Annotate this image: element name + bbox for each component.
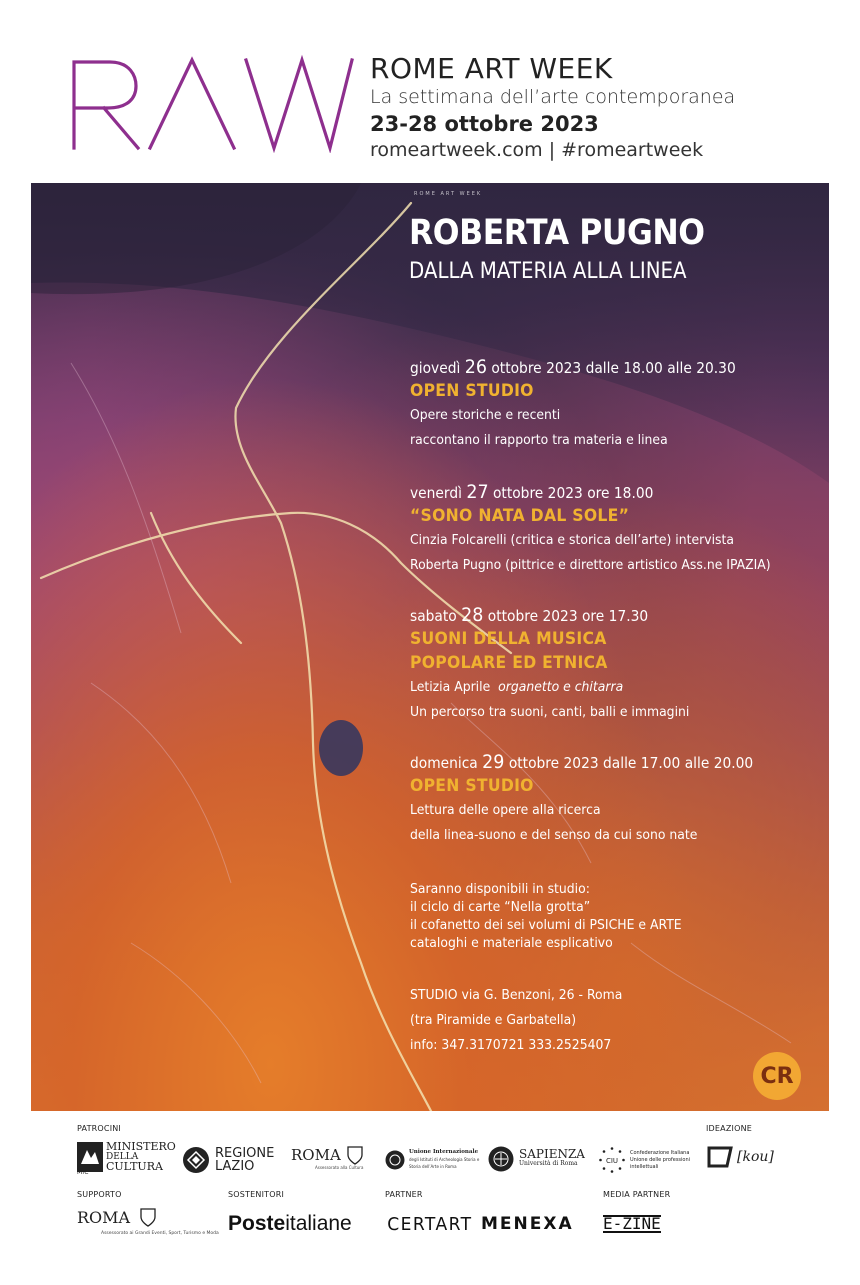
ezine-logo[interactable]: E-ZINE [603,1214,661,1233]
event-2-line-1: Cinzia Folcarelli (critica e storica dell’arte) intervista [410,532,734,548]
header-subtitle: La settimana dell’arte contemporanea [370,86,736,108]
poste-italiane-logo[interactable]: Poste italiane [228,1212,352,1235]
roma-shield-icon [347,1145,363,1165]
roma2-shield-icon [140,1207,156,1227]
mic-label: MiC [77,1169,89,1176]
exhibition-title: DALLA MATERIA ALLA LINEA [409,259,687,284]
event-1-title: OPEN STUDIO [410,381,534,401]
event-1-line-2: raccontano il rapporto tra materia e linea [410,432,668,448]
label-sostenitori: SOSTENITORI [228,1190,285,1199]
label-ideazione: IDEAZIONE [706,1124,753,1133]
roma-grandi-eventi-logo[interactable]: ROMA Assessorato ai Grandi Eventi, Sport, Turismo e Moda [77,1207,219,1236]
raw-logo [64,48,354,153]
raw-header-text [370,54,735,163]
event-2-date: venerdì 27 ottobre 2023 ore 18.00 [410,481,654,503]
header-links[interactable]: romeartweek.com | #romeartweek [370,139,704,161]
artist-name: ROBERTA PUGNO [409,213,705,253]
cr-badge-text: CR [760,1063,794,1089]
event-3-title-2: POPOLARE ED ETNICA [410,653,608,673]
event-poster [31,183,829,1111]
kou-logo[interactable]: [kou] [707,1145,774,1169]
event-2-line-2: Roberta Pugno (pittrice e direttore artistico Ass.ne IPAZIA) [410,557,771,573]
kou-bracket-icon [707,1145,735,1169]
event-2 [410,481,796,578]
studio-address: STUDIO via G. Benzoni, 26 - Roma [410,987,623,1003]
event-3 [410,604,796,725]
event-1-line-1: Opere storiche e recenti [410,407,561,423]
available-items [410,880,778,952]
ministero-cultura-logo[interactable]: MINISTERO DELLA CULTURA [77,1142,176,1172]
regione-lazio-emblem-icon [182,1146,210,1174]
unione-internazionale-logo[interactable]: Unione Internazionale degli Istituti di Archeologia Storia e Storia dell’Arte in Roma [385,1149,489,1170]
certart-logo[interactable]: CERTART [387,1214,473,1235]
event-3-line-2: Un percorso tra suoni, canti, balli e immagini [410,704,690,720]
regione-lazio-logo[interactable]: REGIONE LAZIO [182,1146,274,1174]
event-4-line-1: Lettura delle opere alla ricerca [410,802,601,818]
studio-phone[interactable]: info: 347.3170721 333.2525407 [410,1037,612,1053]
sapienza-seal-icon [488,1146,514,1172]
header [0,0,860,180]
roma-cultura-logo[interactable]: ROMA Assessorato alla Cultura [291,1146,364,1170]
header-title: ROME ART WEEK [370,52,613,85]
event-4-date: domenica 29 ottobre 2023 dalle 17.00 alle 20.00 [410,751,754,773]
header-dates: 23-28 ottobre 2023 [370,112,599,136]
sponsor-footer [0,1115,860,1285]
menexa-logo[interactable]: MENEXA [481,1214,574,1234]
unione-seal-icon [385,1150,405,1170]
extra-line-4: cataloghi e materiale esplicativo [410,935,613,951]
event-4 [410,751,796,848]
event-4-line-2: della linea-suono e del senso da cui sono nate [410,827,698,843]
extra-line-2: il ciclo di carte “Nella grotta” [410,899,591,915]
cr-logo-badge [753,1052,801,1100]
event-3-title: SUONI DELLA MUSICA [410,629,607,649]
event-1-date: giovedì 26 ottobre 2023 dalle 18.00 alle 20.30 [410,356,736,378]
label-patrocini: PATROCINI [77,1124,121,1133]
sapienza-logo[interactable]: SAPIENZA Università di Roma [488,1146,585,1172]
ciu-logo[interactable]: CIU Confederazione Italiana Unione delle professioni intellettuali [598,1146,700,1174]
event-2-title: “SONO NATA DAL SOLE” [410,506,630,526]
mic-emblem-icon [77,1142,103,1172]
event-4-title: OPEN STUDIO [410,776,534,796]
studio-area: (tra Piramide e Garbatella) [410,1012,577,1028]
ciu-star-ring-icon [598,1146,626,1174]
event-1 [410,356,796,453]
poster-small-caption: ROME ART WEEK [414,191,483,197]
event-3-date: sabato 28 ottobre 2023 ore 17.30 [410,604,649,626]
label-partner: PARTNER [385,1190,423,1199]
studio-info [410,983,778,1058]
label-supporto: SUPPORTO [77,1190,122,1199]
extra-line-3: il cofanetto dei sei volumi di PSICHE e ARTE [410,917,682,933]
extra-line-1: Saranno disponibili in studio: [410,881,590,897]
ciu-text: CIU [605,1157,619,1165]
label-media-partner: MEDIA PARTNER [603,1190,671,1199]
event-3-line-1: Letizia Aprile organetto e chitarra [410,679,624,695]
